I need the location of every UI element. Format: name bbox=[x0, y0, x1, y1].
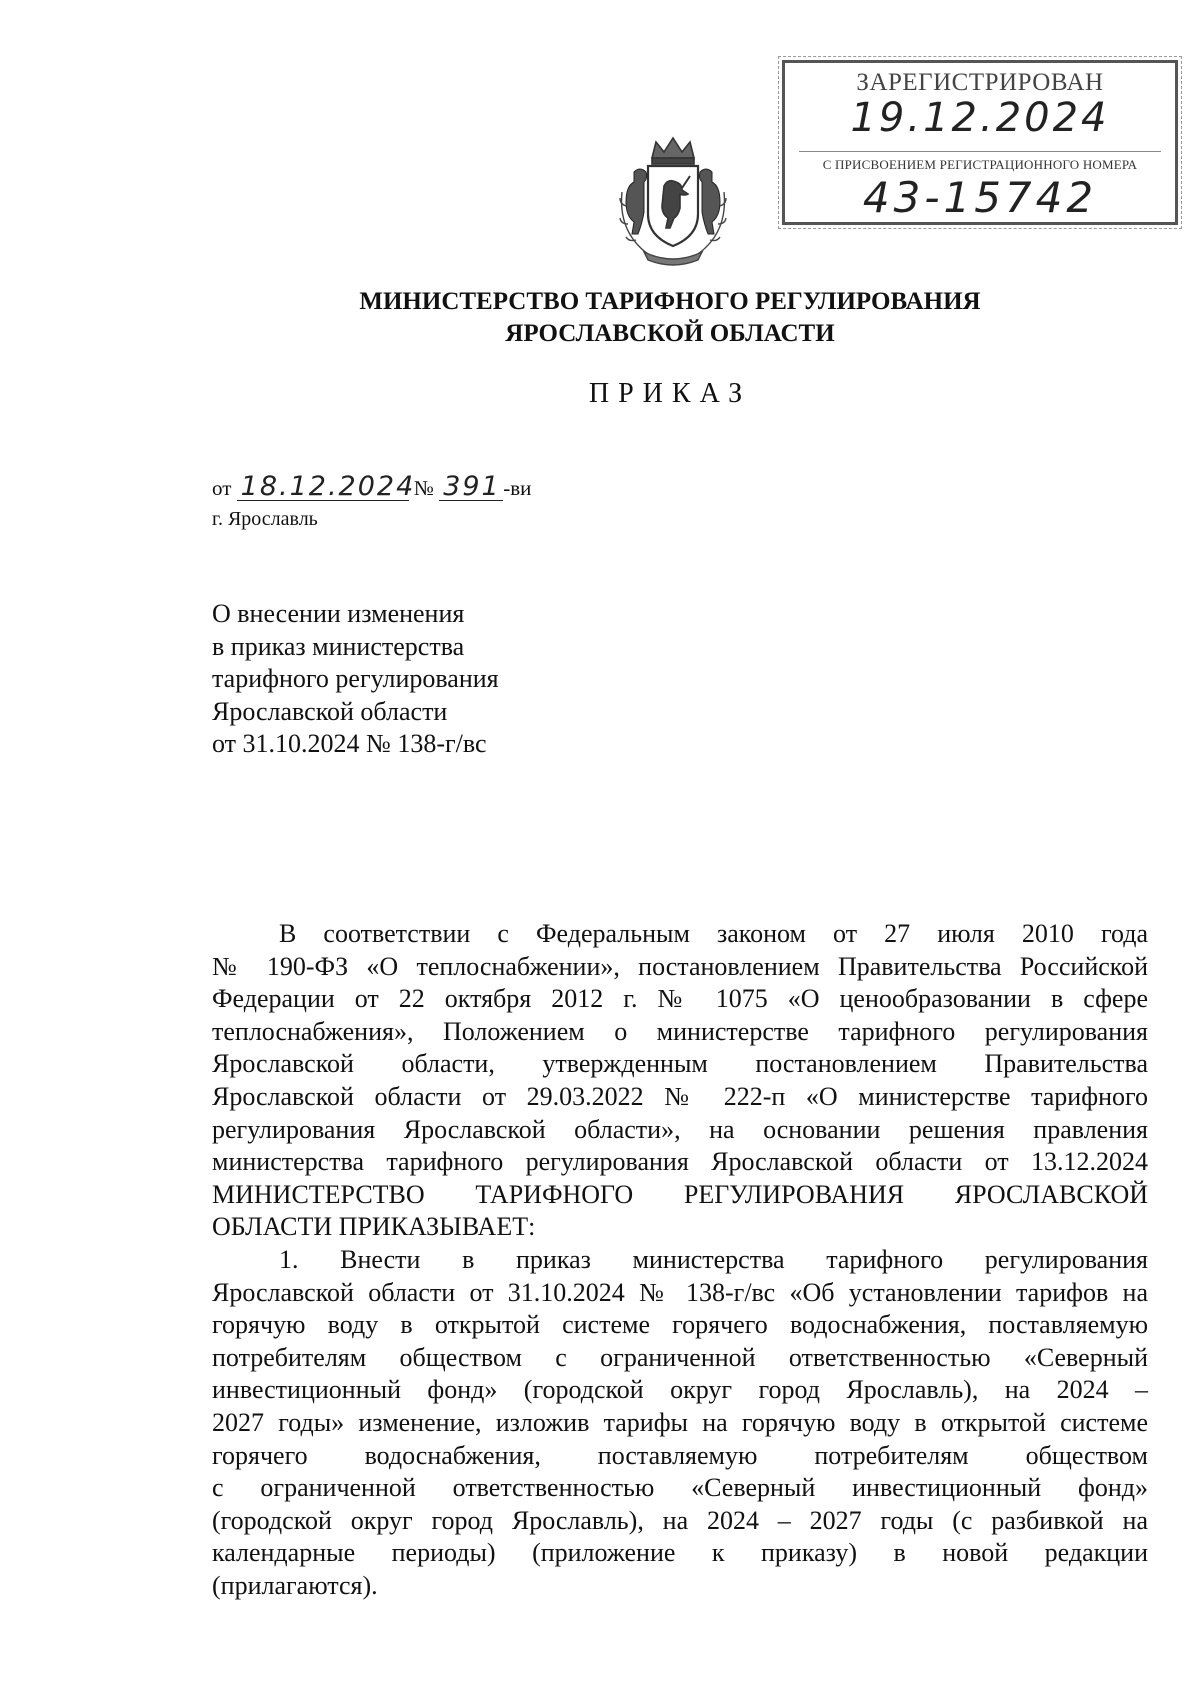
body-line: МИНИСТЕРСТВО ТАРИФНОГО РЕГУЛИРОВАНИЯ ЯРОСЛАВСКОЙ bbox=[212, 1179, 1148, 1209]
subject-line: Ярославской области bbox=[212, 696, 448, 726]
stamp-registration-number: 43-15742 bbox=[862, 173, 1098, 222]
body-line: (прилагаются). bbox=[212, 1570, 378, 1600]
stamp-date: 19.12.2024 bbox=[850, 95, 1110, 141]
subject-line: от 31.10.2024 № 138-г/вс bbox=[212, 729, 487, 758]
body-line: регулирования Ярославской области», на основании решения правления bbox=[212, 1114, 1148, 1144]
body-line: 2027 годы» изменение, изложив тарифы на горячую воду в открытой системе bbox=[212, 1407, 1148, 1437]
order-number-suffix: -ви bbox=[503, 476, 532, 500]
order-body bbox=[212, 918, 1148, 1602]
body-line: (городской округ город Ярославль), на 2024 – 2027 годы (с разбивкой на bbox=[212, 1505, 1148, 1535]
number-label: № bbox=[413, 476, 434, 500]
order-city: г. Ярославль bbox=[212, 508, 318, 530]
body-line: Федерации от 22 октября 2012 г. № 1075 «О ценообразовании в сфере bbox=[212, 984, 1148, 1014]
body-line: В соответствии с Федеральным законом от 27 июля 2010 года bbox=[279, 919, 1148, 948]
body-line: № 190-ФЗ «О теплоснабжении», постановлением Правительства Российской bbox=[212, 951, 1148, 981]
body-line: потребителям обществом с ограниченной ответственностью «Северный bbox=[212, 1342, 1148, 1372]
yaroslavl-coat-of-arms-icon bbox=[608, 132, 738, 270]
body-line: Ярославской области от 31.10.2024 № 138-г/вс «Об установлении тарифов на bbox=[212, 1277, 1148, 1307]
stamp-caption: С ПРИСВОЕНИЕМ РЕГИСТРАЦИОННОГО НОМЕРА bbox=[822, 157, 1138, 172]
body-line: календарные периоды) (приложение к приказу) в новой редакции bbox=[212, 1538, 1148, 1568]
body-line: горячего водоснабжения, поставляемую потребителям обществом bbox=[212, 1440, 1148, 1470]
ministry-name-line2: ЯРОСЛАВСКОЙ ОБЛАСТИ bbox=[505, 320, 835, 347]
order-subject bbox=[212, 598, 632, 761]
body-line: ОБЛАСТИ ПРИКАЗЫВАЕТ: bbox=[212, 1212, 536, 1242]
stamp-title: ЗАРЕГИСТРИРОВАН bbox=[856, 69, 1104, 96]
body-line: министерства тарифного регулирования Ярославской области от 13.12.2024 bbox=[212, 1147, 1148, 1177]
body-line: теплоснабжения», Положением о министерстве тарифного регулирования bbox=[212, 1016, 1148, 1046]
body-line: инвестиционный фонд» (городской округ город Ярославль), на 2024 – bbox=[212, 1375, 1148, 1405]
order-date: 18.12.2024 bbox=[237, 474, 409, 501]
body-line: Ярославской области, утвержденным постановлением Правительства bbox=[212, 1049, 1148, 1079]
registration-stamp bbox=[782, 60, 1178, 225]
subject-line: тарифного регулирования bbox=[212, 664, 499, 693]
stamp-divider bbox=[799, 151, 1161, 152]
subject-line: О внесении изменения bbox=[212, 599, 465, 628]
from-label: от bbox=[212, 476, 232, 500]
order-date-number-line bbox=[212, 471, 532, 510]
body-line: Ярославской области от 29.03.2022 № 222-п «О министерстве тарифного bbox=[212, 1081, 1148, 1111]
document-type-heading: ПРИКАЗ bbox=[588, 378, 752, 409]
ministry-name-line1: МИНИСТЕРСТВО ТАРИФНОГО РЕГУЛИРОВАНИЯ bbox=[359, 288, 981, 315]
body-line: 1. Внести в приказ министерства тарифного регулирования bbox=[279, 1244, 1148, 1274]
body-line: с ограниченной ответственностью «Северный инвестиционный фонд» bbox=[212, 1473, 1148, 1503]
body-line: горячую воду в открытой системе горячего водоснабжения, поставляемую bbox=[212, 1310, 1148, 1340]
subject-line: в приказ министерства bbox=[212, 631, 465, 661]
order-number: 391 bbox=[439, 474, 503, 501]
